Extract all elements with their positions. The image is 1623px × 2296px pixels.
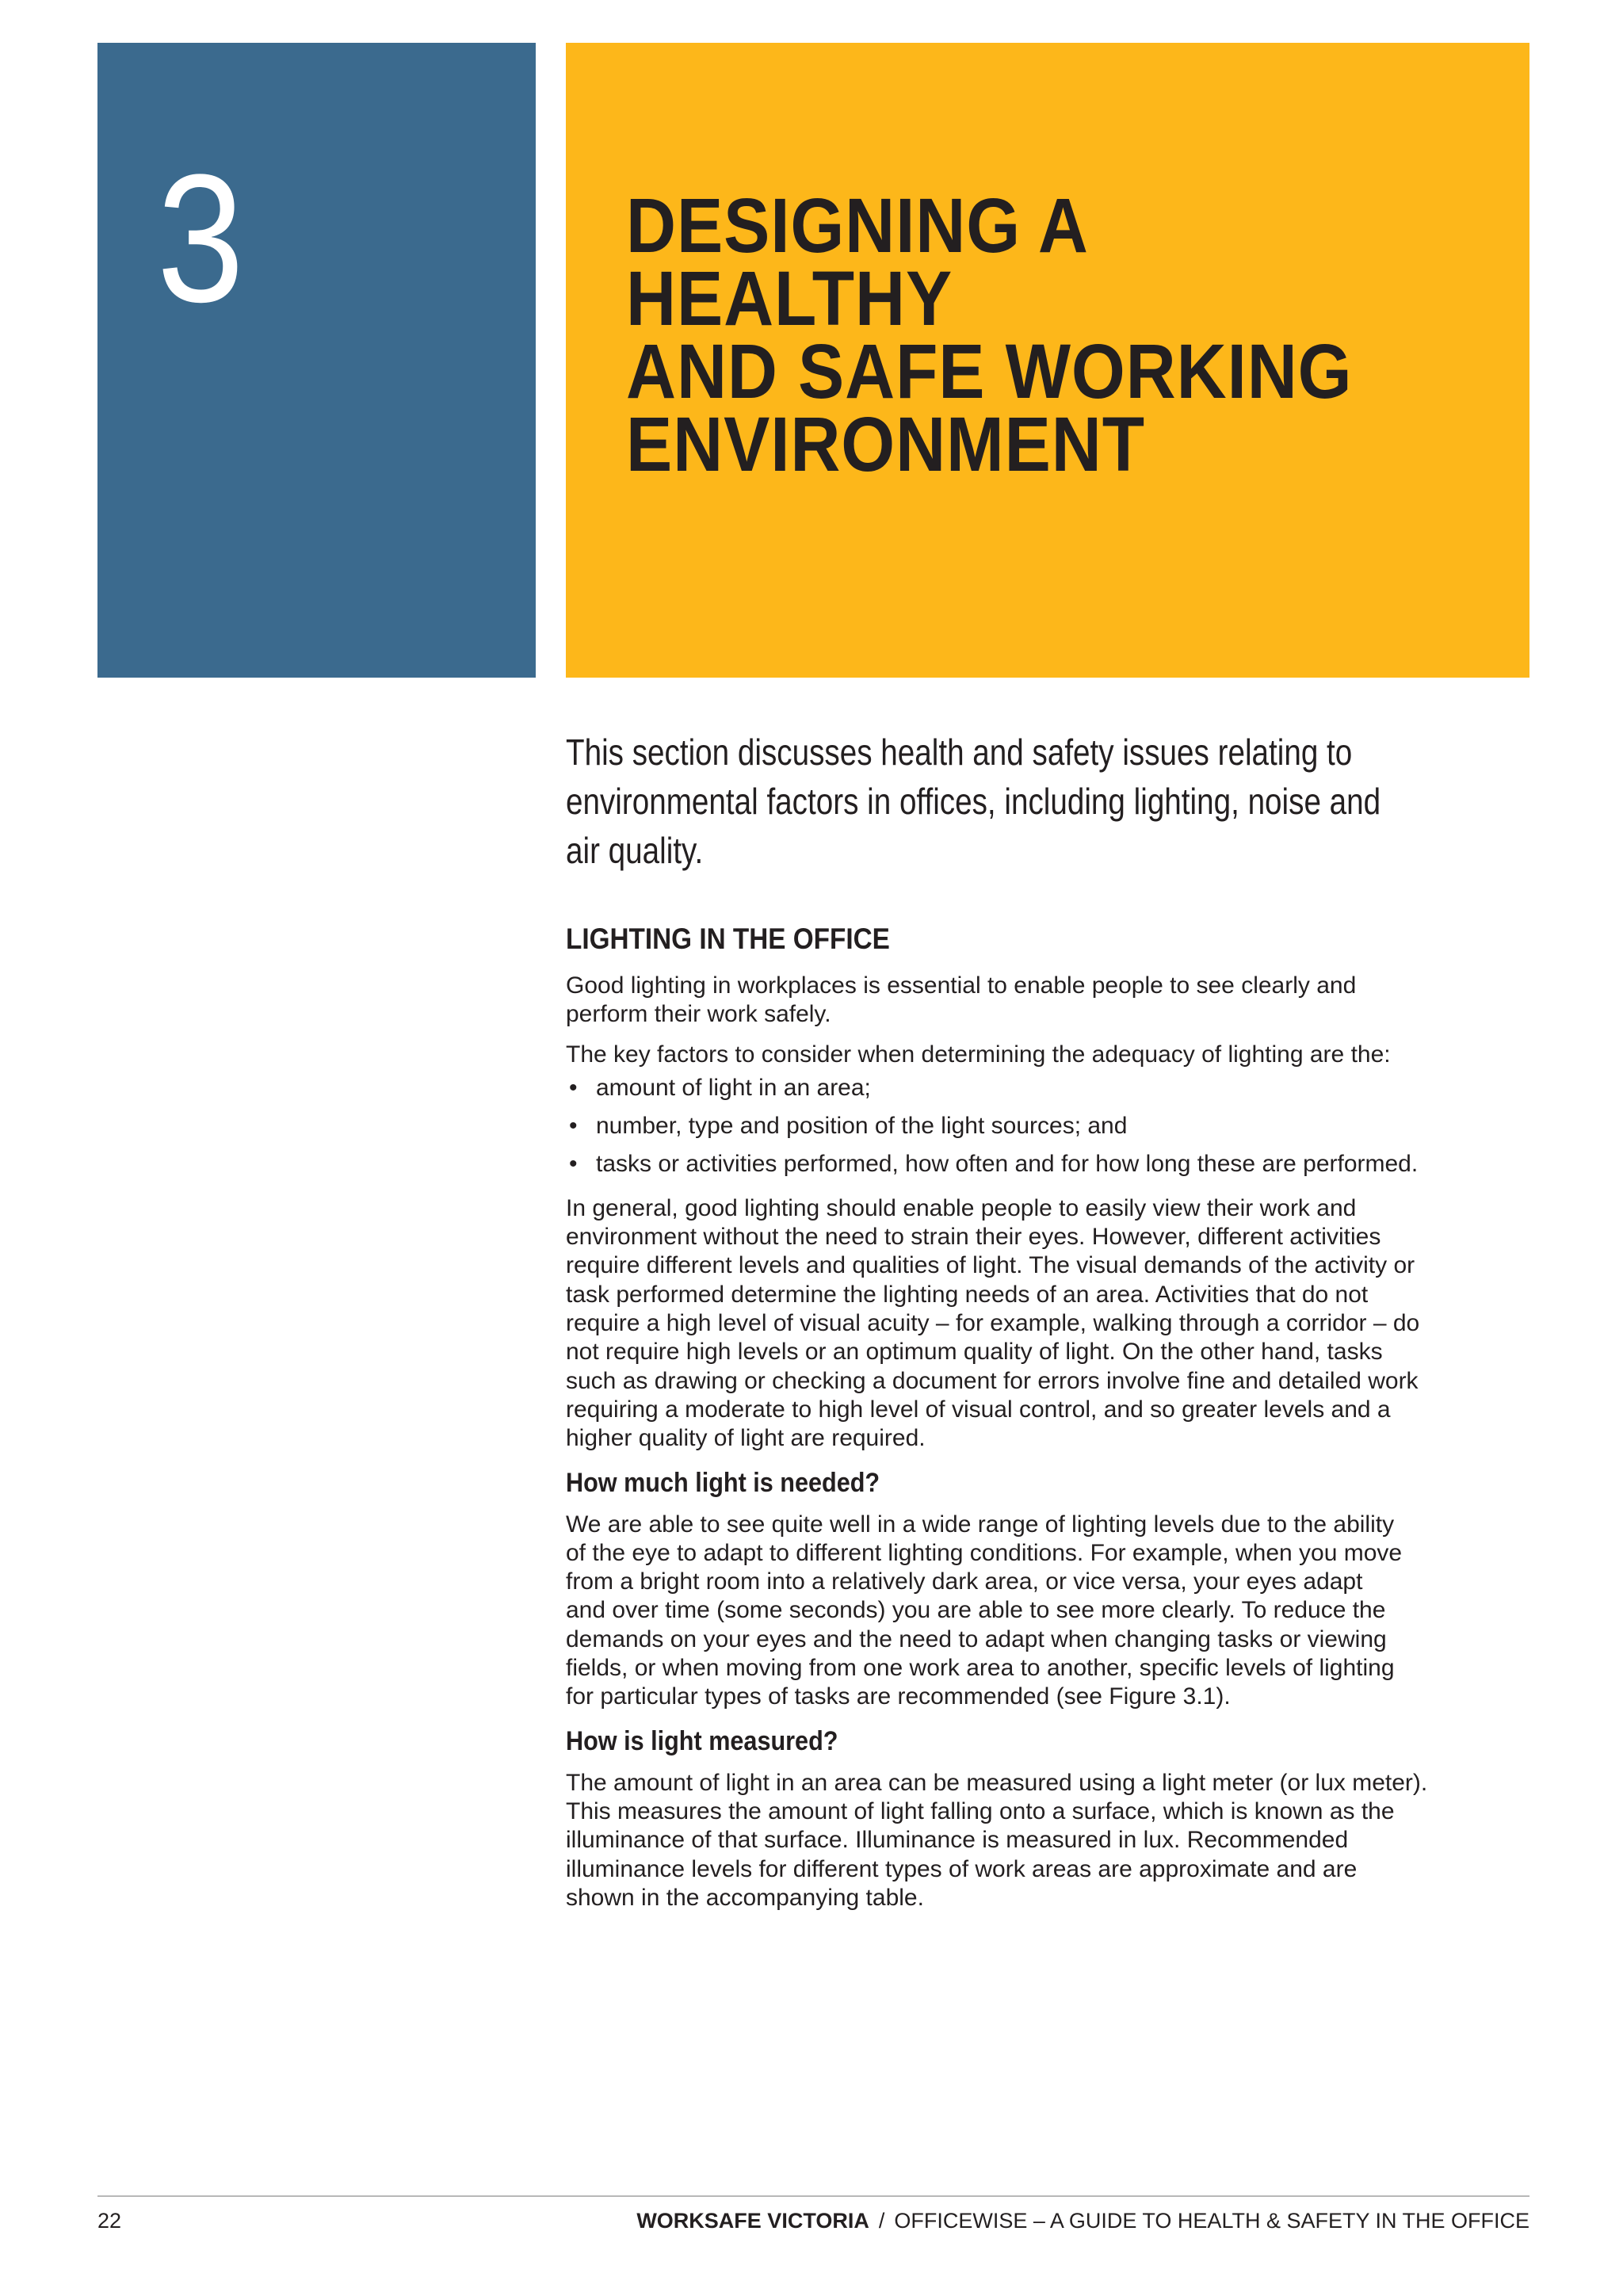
chapter-title-line-2: AND SAFE WORKING	[626, 328, 1353, 415]
chapter-title	[626, 182, 1425, 487]
text-line: This measures the amount of light falling onto a surface, which is known as the	[566, 1797, 1395, 1824]
text-line: require a high level of visual acuity – for example, walking through a corridor – do	[566, 1310, 1420, 1337]
chapter-title-line-3: ENVIRONMENT	[626, 401, 1145, 487]
list-item	[566, 1107, 1533, 1145]
key-factors-list	[566, 1069, 1533, 1183]
footer-publication	[636, 2207, 1529, 2234]
list-item	[566, 1145, 1533, 1183]
footer-separator: /	[878, 2209, 885, 2233]
subheading-how-light-measured: How is light measured?	[566, 1725, 838, 1756]
text-line: We are able to see quite well in a wide range of lighting levels due to the ability	[566, 1511, 1395, 1538]
intro-line: environmental factors in offices, including lighting, noise and	[566, 781, 1381, 822]
chapter-number-block	[97, 43, 536, 678]
intro-paragraph	[566, 728, 1445, 875]
list-item-text: amount of light in an area;	[596, 1074, 871, 1101]
text-line: require different levels and qualities of light. The visual demands of the activity or	[566, 1252, 1415, 1279]
text-line: and over time (some seconds) you are able to see more clearly. To reduce the	[566, 1597, 1386, 1624]
paragraph-lighting-intro	[566, 972, 1533, 1030]
text-line: of the eye to adapt to different lighting conditions. For example, when you move	[566, 1539, 1403, 1566]
section-heading: LIGHTING IN THE OFFICE	[566, 923, 890, 955]
text-line: task performed determine the lighting needs of an area. Activities that do not	[566, 1281, 1369, 1308]
list-item-text: tasks or activities performed, how often and for how long these are performed.	[596, 1150, 1419, 1177]
text-line: perform their work safely.	[566, 1001, 831, 1028]
list-item-text: number, type and position of the light sources; and	[596, 1112, 1128, 1139]
chapter-title-block	[566, 43, 1529, 678]
text-line: In general, good lighting should enable people to easily view their work and	[566, 1194, 1357, 1221]
bullet-icon: •	[569, 1150, 578, 1177]
text-line: not require high levels or an optimum quality of light. On the other hand, tasks	[566, 1339, 1383, 1366]
text-line: shown in the accompanying table.	[566, 1884, 924, 1911]
footer-org: WORKSAFE VICTORIA	[636, 2209, 869, 2233]
paragraph-how-light-measured	[566, 1769, 1533, 1912]
list-item	[566, 1069, 1533, 1107]
paragraph-general-lighting	[566, 1194, 1533, 1454]
footer-divider	[97, 2195, 1529, 2197]
paragraph-how-much-light	[566, 1511, 1533, 1712]
footer-title: OFFICEWISE – A GUIDE TO HEALTH & SAFETY IN THE OFFICE	[894, 2209, 1529, 2233]
text-line: requiring a moderate to high level of visual control, and so greater levels and a	[566, 1396, 1391, 1423]
text-line: Good lighting in workplaces is essential to enable people to see clearly and	[566, 972, 1357, 999]
subheading-how-much-light: How much light is needed?	[566, 1467, 880, 1498]
text-line: such as drawing or checking a document for errors involve fine and detailed work	[566, 1367, 1419, 1394]
text-line: illuminance of that surface. Illuminance is measured in lux. Recommended	[566, 1827, 1349, 1854]
chapter-title-line-1: DESIGNING A HEALTHY	[626, 182, 1086, 342]
text-line: demands on your eyes and the need to adapt when changing tasks or viewing	[566, 1626, 1387, 1652]
text-line: for particular types of tasks are recommended (see Figure 3.1).	[566, 1683, 1231, 1710]
text-line: illuminance levels for different types of work areas are approximate and are	[566, 1855, 1358, 1882]
text-line: The amount of light in an area can be measured using a light meter (or lux meter).	[566, 1769, 1428, 1796]
main-content	[566, 728, 1533, 1924]
intro-line: This section discusses health and safety issues relating to	[566, 732, 1353, 773]
text-line: environment without the need to strain their eyes. However, different activities	[566, 1224, 1381, 1251]
bullet-icon: •	[569, 1074, 578, 1101]
chapter-number: 3	[157, 136, 245, 340]
text-line: higher quality of light are required.	[566, 1425, 926, 1452]
intro-line: air quality.	[566, 830, 704, 871]
text-line: from a bright room into a relatively dark area, or vice versa, your eyes adapt	[566, 1568, 1363, 1595]
text-line: fields, or when moving from one work area to another, specific levels of lighting	[566, 1655, 1395, 1682]
page-number: 22	[97, 2209, 122, 2233]
bullet-icon: •	[569, 1112, 578, 1139]
paragraph-key-factors: The key factors to consider when determining the adequacy of lighting are the:	[566, 1041, 1391, 1068]
